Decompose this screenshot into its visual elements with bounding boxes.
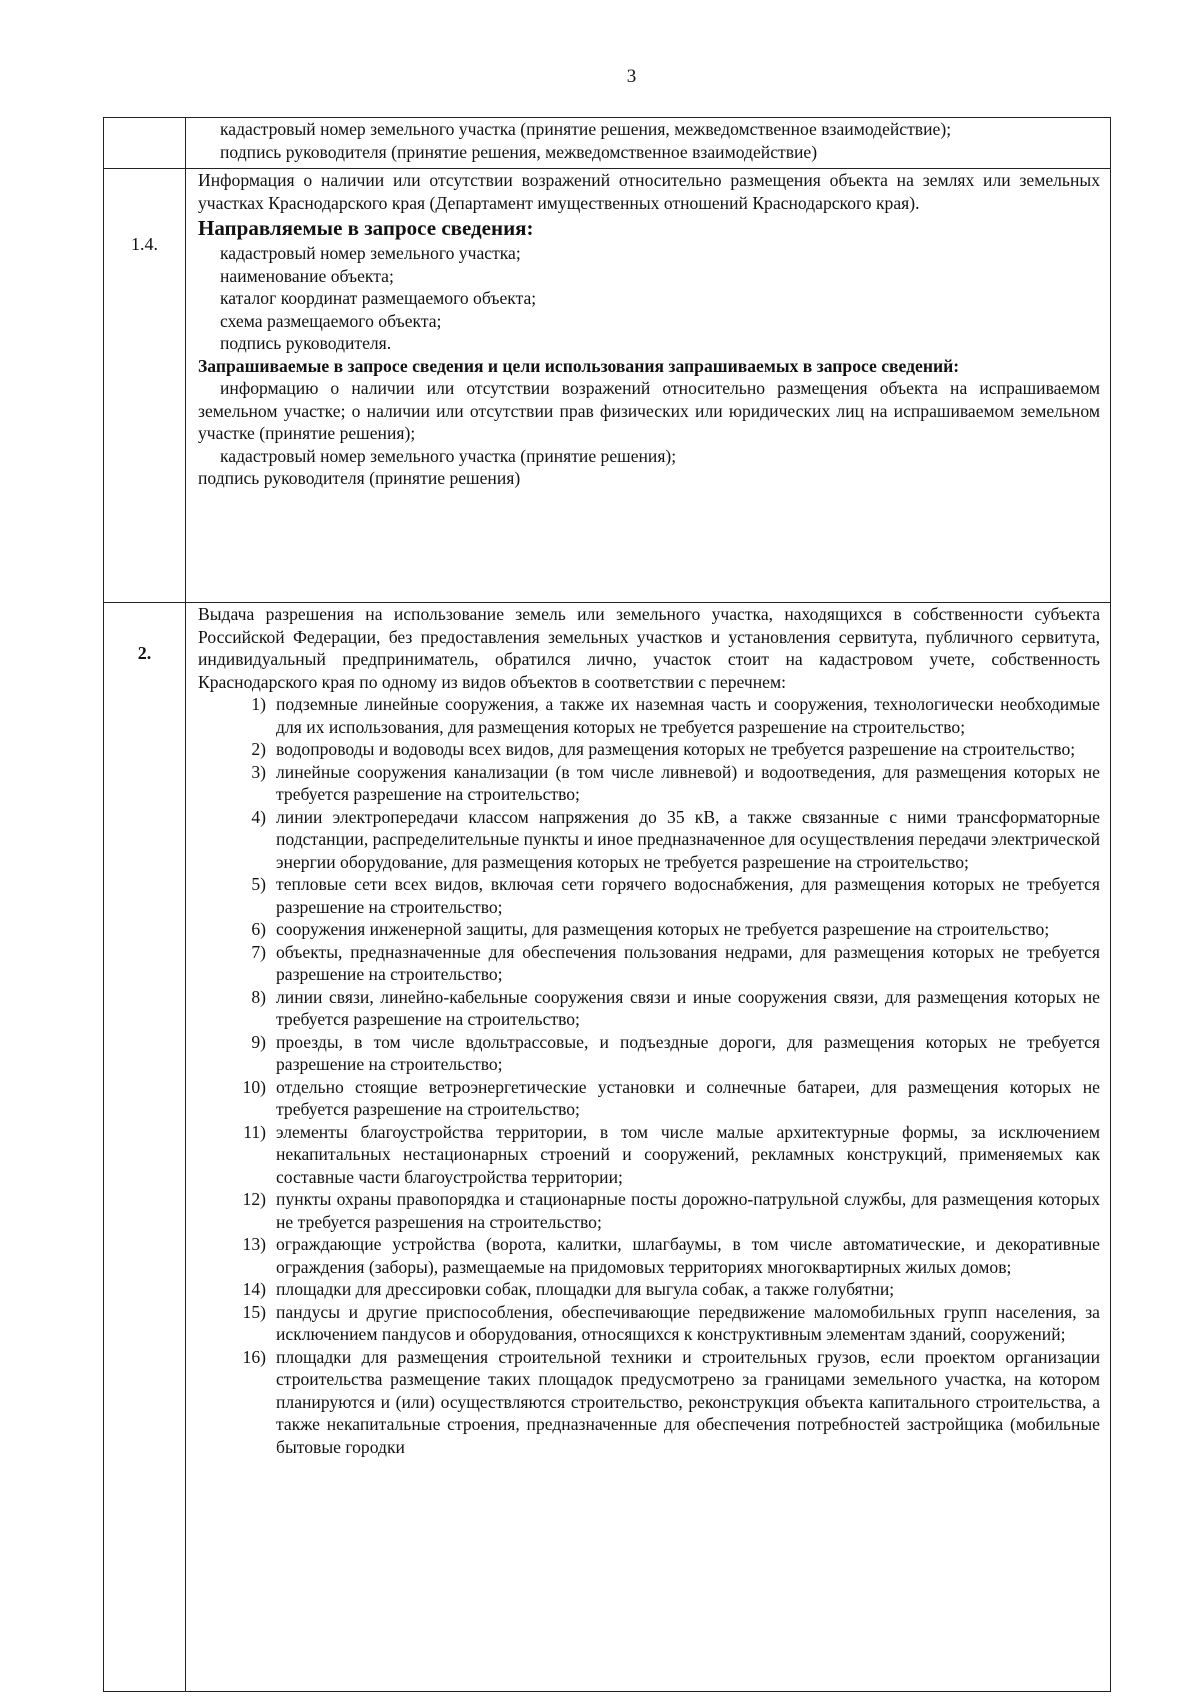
list-item-number: 13)	[242, 1234, 266, 1254]
list-item-number: 6)	[251, 919, 266, 939]
table-row	[104, 603, 1111, 1692]
row-number: 1.4.	[104, 169, 186, 603]
list-item-text: сооружения инженерной защиты, для размещения которых не требуется разрешение на строительство;	[276, 919, 1050, 939]
list-item-text: элементы благоустройства территории, в том числе малые архитектурные формы, за исключением некапитальных нестационарных строений и сооружений, рекламных конструкций, применяемых как составные части благоустройства территории;	[276, 1121, 1100, 1187]
list-item: схема размещаемого объекта;	[220, 310, 442, 331]
page-number: 3	[626, 66, 637, 87]
list-item-number: 2)	[251, 739, 266, 759]
list-item	[198, 873, 1100, 918]
list-item: подпись руководителя.	[220, 333, 392, 353]
list-item: наименование объекта;	[220, 265, 394, 286]
list-item-text: ограждающие устройства (ворота, калитки, шлагбаумы, в том числе автоматические, и декоративные ограждения (заборы), размещаемые на придомовых территориях многоквартирных жилых домов;	[276, 1234, 1100, 1277]
list-item	[198, 738, 1100, 761]
list-item: каталог координат размещаемого объекта;	[220, 288, 537, 308]
list-item-text: линейные сооружения канализации (в том числе ливневой) и водоотведения, для размещения которых не требуется разрешение на строительство;	[276, 761, 1100, 804]
list-item	[198, 693, 1100, 738]
list-item-number: 9)	[251, 1031, 266, 1052]
row-number-cell	[104, 118, 186, 169]
list-item-text: подземные линейные сооружения, а также их наземная часть и сооружения, технологически необходимые для их использования, для размещения которых не требуется разрешение на строительство;	[276, 694, 1100, 737]
list-item: кадастровый номер земельного участка (принятие решения);	[220, 445, 677, 466]
list-item-text: пункты охраны правопорядка и стационарные посты дорожно-патрульной службы, для размещения которых не требуется разрешения на строительство;	[276, 1189, 1100, 1232]
list-item	[198, 1233, 1100, 1278]
list-item	[198, 1188, 1100, 1233]
row-number: 2.	[104, 603, 186, 1692]
list-item-number: 3)	[251, 761, 266, 782]
row-content-cell	[186, 169, 1111, 603]
text-line: подпись руководителя (принятие решения, межведомственное взаимодействие)	[220, 141, 818, 162]
list-item-text: линии электропередачи классом напряжения до 35 кВ, а также связанные с ними трансформаторные подстанции, распределительные пункты и иное предназначенное для осуществления передачи электрической энергии оборудование, для размещения которых не требуется разрешение на строительство;	[276, 806, 1100, 872]
list-item-number: 1)	[251, 694, 266, 714]
list-item	[198, 806, 1100, 874]
list-item-text: линии связи, линейно-кабельные сооружения связи и иные сооружения связи, для размещения которых не требуется разрешение на строительство;	[276, 986, 1100, 1029]
table-row	[104, 118, 1111, 169]
list-item-text: проезды, в том числе вдольтрассовые, и подъездные дороги, для размещения которых не требуется разрешение на строительство;	[276, 1031, 1100, 1074]
list-item: подпись руководителя (принятие решения)	[198, 468, 521, 488]
list-item	[198, 986, 1100, 1031]
requested-info-text: информацию о наличии или отсутствии возражений относительно размещения объекта на испрашиваемом земельном участке; о наличии или отсутствии прав физических или юридических лиц на испрашиваемом земельном участке (принятие решения);	[198, 378, 1100, 443]
list-item	[198, 1031, 1100, 1076]
list-item	[198, 1278, 1100, 1301]
list-item-number: 15)	[242, 1301, 266, 1322]
list-item	[198, 1301, 1100, 1346]
list-item	[198, 941, 1100, 986]
list-item	[198, 918, 1100, 941]
list-item-text: пандусы и другие приспособления, обеспечивающие передвижение маломобильных групп населения, за исключением пандусов и оборудования, относящихся к конструктивным элементам зданий, сооружений;	[276, 1301, 1100, 1344]
list-item-number: 7)	[251, 941, 266, 962]
text-line: кадастровый номер земельного участка (принятие решения, межведомственное взаимодействие);	[220, 119, 952, 139]
list-item-text: тепловые сети всех видов, включая сети горячего водоснабжения, для размещения которых не требуется разрешение на строительство;	[276, 874, 1100, 917]
list-item-text: площадки для дрессировки собак, площадки для выгула собак, а также голубятни;	[276, 1279, 895, 1299]
list-item-number: 16)	[242, 1346, 266, 1367]
sent-info-heading: Направляемые в запросе сведения:	[198, 216, 534, 240]
services-table	[103, 117, 1111, 1692]
list-item-number: 10)	[242, 1076, 266, 1097]
row-content-cell	[186, 118, 1111, 169]
list-item	[198, 761, 1100, 806]
list-item-text: площадки для размещения строительной техники и строительных грузов, если проектом организации строительства размещение таких площадок предусмотрено за границами земельного участка, на котором планируются и (или) осуществляются строительство, реконструкция объекта капитального строительства, а также некапитальные строения, предназначенные для обеспечения потребностей застройщика (мобильные бытовые городки	[276, 1346, 1100, 1457]
list-item	[198, 1346, 1100, 1459]
row-content-cell	[186, 603, 1111, 1692]
list-item	[198, 1121, 1100, 1189]
list-item-number: 12)	[242, 1189, 266, 1209]
list-item-text: объекты, предназначенные для обеспечения пользования недрами, для размещения которых не требуется разрешение на строительство;	[276, 941, 1100, 984]
requested-info-heading: Запрашиваемые в запросе сведения и цели использования запрашиваемых в запросе сведений:	[198, 355, 960, 376]
list-item	[198, 1076, 1100, 1121]
row-intro-text: Информация о наличии или отсутствии возражений относительно размещения объекта на землях или земельных участках Краснодарского края (Департамент имущественных отношений Краснодарского края).	[198, 170, 1100, 213]
list-item-number: 14)	[242, 1279, 266, 1299]
object-types-list	[198, 693, 1100, 1458]
table-row	[104, 169, 1111, 603]
list-item-number: 8)	[251, 986, 266, 1007]
list-item-text: отдельно стоящие ветроэнергетические установки и солнечные батареи, для размещения которых не требуется разрешение на строительство;	[276, 1076, 1100, 1119]
row-intro-text: Выдача разрешения на использование земель или земельного участка, находящихся в собственности субъекта Российской Федерации, без предоставления земельных участков и установления сервитута, публичного сервитута, индивидуальный предприниматель, обратился лично, участок стоит на кадастровом учете, собственность Краснодарского края по одному из видов объектов в соответствии с перечнем:	[198, 604, 1100, 692]
list-item-number: 5)	[251, 874, 266, 894]
list-item: кадастровый номер земельного участка;	[220, 243, 521, 263]
list-item-number: 4)	[251, 806, 266, 827]
list-item-number: 11)	[243, 1121, 266, 1142]
list-item-text: водопроводы и водоводы всех видов, для размещения которых не требуется разрешение на строительство;	[276, 739, 1076, 759]
